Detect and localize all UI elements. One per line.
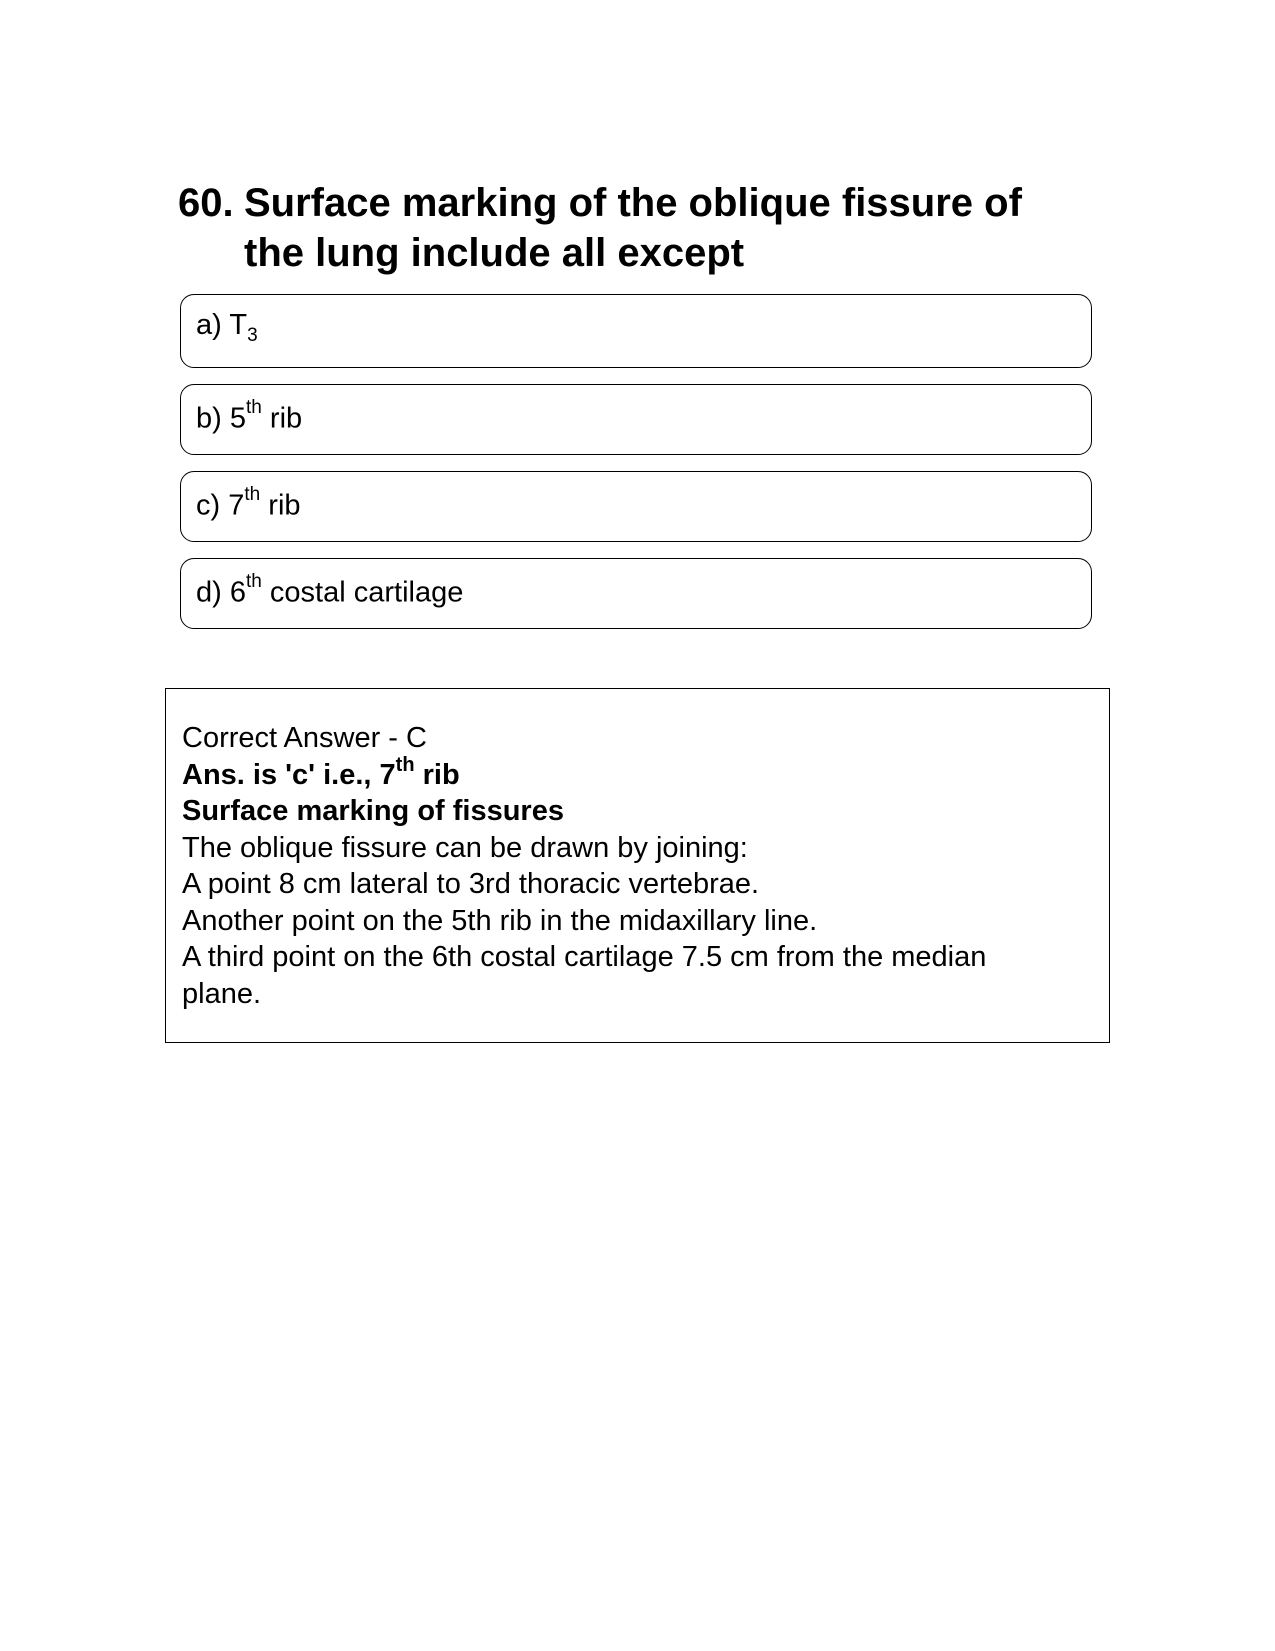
option-main: 6 (229, 576, 246, 609)
answer-prefix: Ans. is 'c' i.e., 7 (182, 758, 396, 791)
option-letter: b) (196, 402, 222, 435)
section-heading: Surface marking of fissures (182, 795, 564, 827)
option-c-content (196, 484, 301, 523)
option-d-content (196, 571, 464, 610)
option-b-content (196, 397, 303, 436)
option-letter: a) (196, 309, 222, 342)
option-rest: costal cartilage (261, 576, 464, 609)
answer-statement (182, 753, 1109, 794)
question-heading (178, 178, 1078, 278)
option-main: T (229, 309, 248, 342)
explanation-line: The oblique fissure can be drawn by joining: (182, 831, 748, 864)
option-superscript: th (246, 397, 262, 419)
correct-answer-line: Correct Answer - C (182, 722, 427, 754)
option-letter: c) (196, 489, 221, 522)
option-letter: d) (196, 576, 222, 609)
option-d[interactable] (180, 558, 1092, 629)
option-subscript: 3 (247, 324, 258, 346)
option-a-content (196, 309, 258, 347)
option-superscript: th (246, 571, 262, 593)
answer-superscript: th (395, 753, 415, 776)
question-text: Surface marking of the oblique fissure of the lung include all except (244, 181, 1022, 275)
option-rest: rib (261, 402, 303, 435)
answer-suffix: rib (414, 758, 460, 791)
option-a[interactable] (180, 294, 1092, 368)
option-main: 7 (228, 489, 245, 522)
option-b[interactable] (180, 384, 1092, 455)
explanation-line: A point 8 cm lateral to 3rd thoracic vertebrae. (182, 868, 760, 900)
answer-explanation-box (165, 688, 1110, 1043)
explanation-line: Another point on the 5th rib in the midaxillary line. (182, 904, 818, 937)
option-main: 5 (229, 402, 246, 435)
explanation-line: A third point on the 6th costal cartilage 7.5 cm from the median plane. (182, 941, 987, 1010)
option-c[interactable] (180, 471, 1092, 542)
question-number: 60. (178, 181, 234, 225)
option-rest: rib (260, 489, 301, 522)
option-superscript: th (244, 484, 261, 506)
